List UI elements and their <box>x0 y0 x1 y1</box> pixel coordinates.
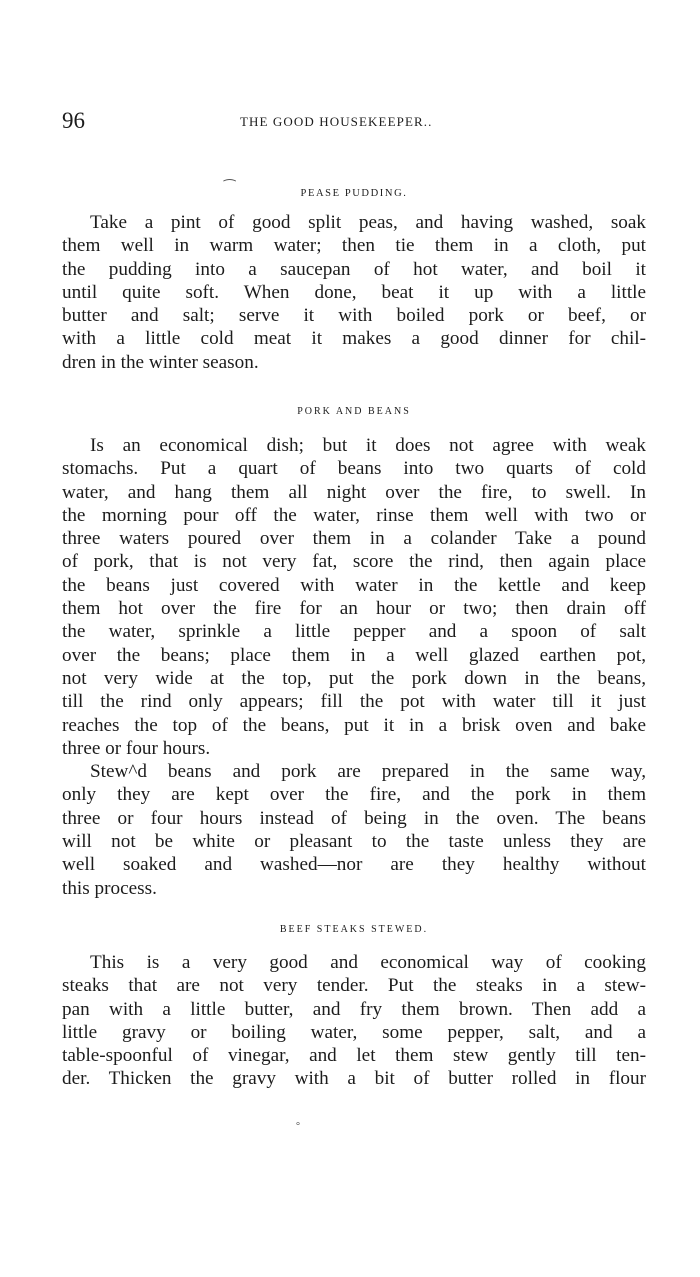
text-line: little gravy or boiling water, some pepper, salt, and a <box>62 1021 646 1043</box>
text-line: dren in the winter season. <box>62 351 259 373</box>
section-heading: PEASE PUDDING. <box>300 188 408 199</box>
text-line: Is an economical dish; but it does not agree with weak <box>90 435 646 456</box>
page-number: 96 <box>62 108 85 133</box>
text-line: with a little cold meat it makes a good dinner for chil- <box>62 328 646 350</box>
section-beef-steaks-stewed <box>62 924 646 1091</box>
text-line: over the beans; place them in a well glazed earthen pot, <box>62 644 646 666</box>
text-line: the pudding into a saucepan of hot water, and boil it <box>62 258 646 280</box>
text-line: of pork, that is not very fat, score the rind, then again place <box>62 551 646 573</box>
page-header <box>62 108 644 138</box>
text-line: them well in warm water; then tie them in a cloth, put <box>62 235 646 257</box>
text-line: will not be white or pleasant to the taste unless they are <box>62 831 646 853</box>
text-line: until quite soft. When done, beat it up with a little <box>62 281 646 303</box>
section-pork-and-beans <box>62 406 646 900</box>
text-line: this process. <box>62 877 157 899</box>
section-heading: PORK AND BEANS <box>297 406 411 417</box>
footer-mark: ° <box>296 1121 300 1132</box>
running-head: THE GOOD HOUSEKEEPER.. <box>240 114 433 129</box>
text-line: butter and salt; serve it with boiled pork or beef, or <box>62 305 646 327</box>
text-line: three waters poured over them in a colander Take a pound <box>62 528 646 550</box>
text-line: reaches the top of the beans, put it in a brisk oven and bake <box>62 714 646 736</box>
text-line: three or four hours. <box>62 737 211 759</box>
text-line: Take a pint of good split peas, and having washed, soak <box>90 212 646 233</box>
text-line: the morning pour off the water, rinse them well with two or <box>62 504 646 526</box>
text-line: stomachs. Put a quart of beans into two quarts of cold <box>62 458 646 480</box>
text-line: Stew^d beans and pork are prepared in the same way, <box>90 761 646 783</box>
section-body <box>62 951 646 1091</box>
text-line: der. Thicken the gravy with a bit of butter rolled in flour <box>62 1068 646 1090</box>
text-line: them hot over the fire for an hour or two; then drain off <box>62 598 646 620</box>
text-line: well soaked and washed—nor are they healthy without <box>62 854 646 876</box>
text-line: the beans just covered with water in the kettle and keep <box>62 574 646 596</box>
section-body <box>62 211 646 374</box>
text-line: table-spoonful of vinegar, and let them stew gently till ten- <box>62 1045 646 1067</box>
text-line: water, and hang them all night over the fire, to swell. In <box>62 481 646 503</box>
text-line: steaks that are not very tender. Put the steaks in a stew- <box>62 975 646 997</box>
ink-scribble-icon: ⁀ <box>224 181 236 196</box>
text-line: only they are kept over the fire, and the pork in them <box>62 784 646 806</box>
section-body <box>62 434 646 900</box>
section-heading: BEEF STEAKS STEWED. <box>279 924 429 935</box>
section-pease-pudding <box>62 188 646 374</box>
text-line: pan with a little butter, and fry them brown. Then add a <box>62 998 646 1020</box>
text-line: not very wide at the top, put the pork down in the beans, <box>62 667 646 689</box>
text-line: till the rind only appears; fill the pot with water till it just <box>62 691 646 713</box>
text-line: This is a very good and economical way of cooking <box>90 952 646 973</box>
text-line: the water, sprinkle a little pepper and a spoon of salt <box>62 621 646 643</box>
text-line: three or four hours instead of being in the oven. The beans <box>62 807 646 829</box>
